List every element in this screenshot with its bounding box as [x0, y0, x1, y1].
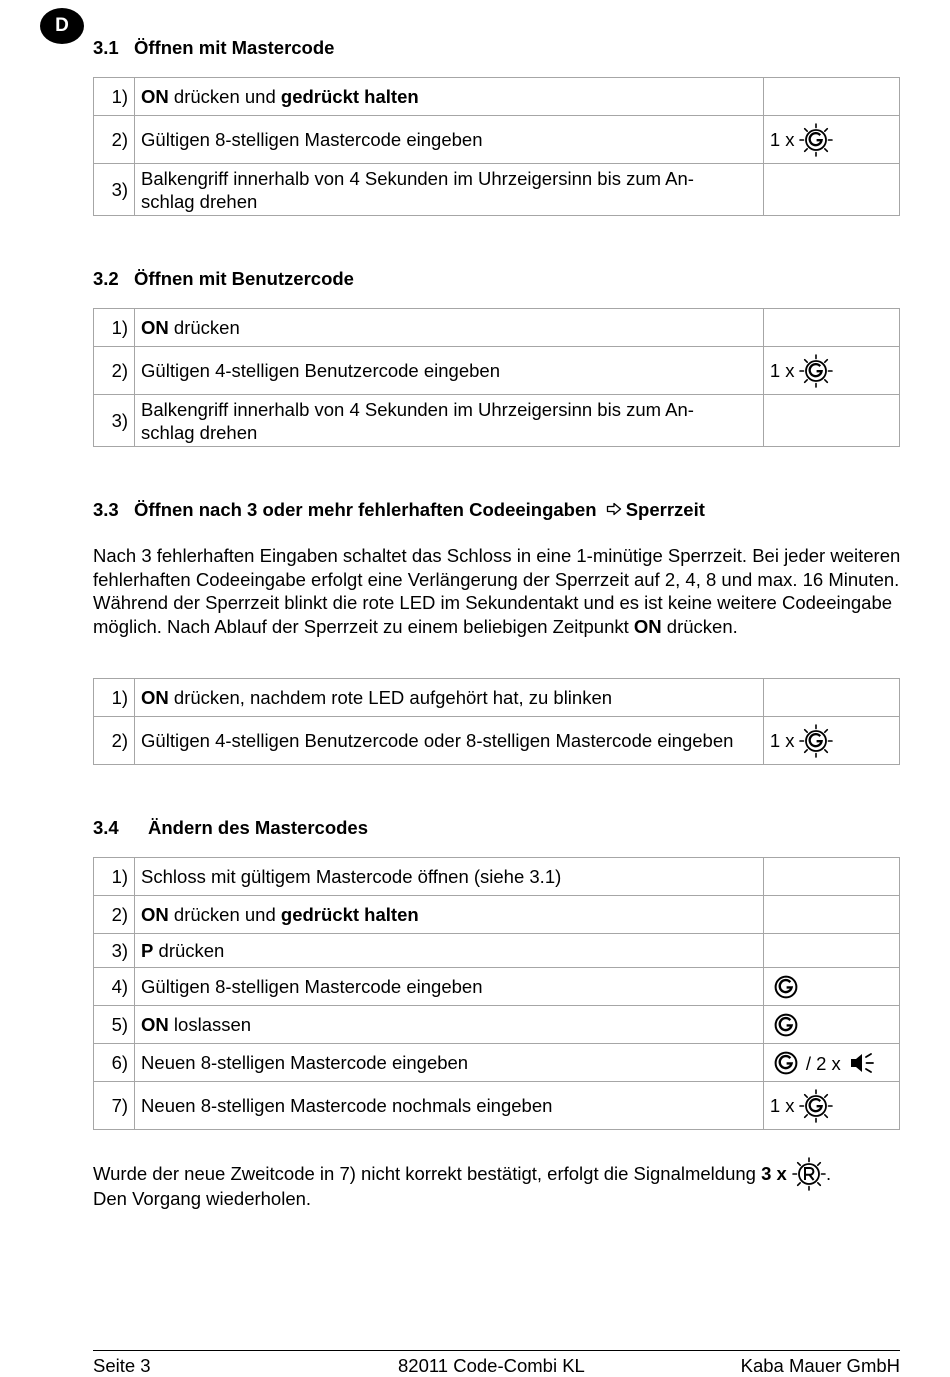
- step-signal: [763, 164, 899, 216]
- step-text: Schloss mit gültigem Mastercode öffnen (siehe 3.1): [135, 858, 764, 896]
- step-signal: [763, 858, 899, 896]
- table-row: [94, 309, 900, 347]
- table-row: [94, 896, 900, 934]
- section-3-2-heading: [93, 268, 354, 290]
- step-number: 2): [94, 116, 135, 164]
- green-led-flash-icon: [799, 724, 833, 758]
- steps-table-3-1: [93, 77, 900, 216]
- footer-document-title: 82011 Code-Combi KL: [398, 1355, 585, 1376]
- steps-table-3-2: [93, 308, 900, 447]
- step-number: 3): [94, 934, 135, 968]
- arrow-right-icon: [606, 502, 622, 516]
- step-signal: 1 x: [763, 116, 899, 164]
- step-number: 6): [94, 1044, 135, 1082]
- table-row: [94, 934, 900, 968]
- table-row: [94, 347, 900, 395]
- step-signal: 1 x: [763, 1082, 899, 1130]
- green-led-flash-icon: [799, 354, 833, 388]
- step-signal: 1 x: [763, 347, 899, 395]
- step-number: 3): [94, 395, 135, 447]
- green-led-icon: [774, 975, 798, 999]
- section-title: Ändern des Mastercodes: [148, 817, 369, 838]
- step-number: 7): [94, 1082, 135, 1130]
- step-text: ON drücken und gedrückt halten: [135, 78, 764, 116]
- step-signal: / 2 x: [763, 1044, 899, 1082]
- error-note: Wurde der neue Zweitcode in 7) nicht korrekt bestätigt, erfolgt die Signalmeldung 3 x . Den Vorgang wiederholen.: [93, 1162, 903, 1211]
- section-title: Öffnen nach 3 oder mehr fehlerhaften Codeeingaben: [134, 499, 597, 520]
- section-number: 3.1: [93, 37, 119, 58]
- table-row: [94, 395, 900, 447]
- section-title-suffix: Sperrzeit: [625, 499, 705, 520]
- table-row: [94, 1006, 900, 1044]
- step-number: 2): [94, 347, 135, 395]
- section-number: 3.2: [93, 268, 119, 289]
- green-led-flash-icon: [799, 123, 833, 157]
- table-row: [94, 968, 900, 1006]
- step-text: ON drücken, nachdem rote LED aufgehört hat, zu blinken: [135, 679, 764, 717]
- footer-divider: [93, 1350, 900, 1351]
- footer-company: Kaba Mauer GmbH: [740, 1355, 900, 1376]
- step-number: 1): [94, 309, 135, 347]
- footer-page-number: Seite 3: [93, 1355, 151, 1376]
- step-signal: [763, 968, 899, 1006]
- step-text: Gültigen 4-stelligen Benutzercode oder 8-stelligen Mastercode eingeben: [135, 717, 764, 765]
- step-signal: [763, 1006, 899, 1044]
- step-text: ON drücken: [135, 309, 764, 347]
- step-signal: [763, 679, 899, 717]
- section-3-4-heading: [93, 817, 368, 839]
- step-signal: [763, 896, 899, 934]
- table-row: [94, 717, 900, 765]
- step-text: ON drücken und gedrückt halten: [135, 896, 764, 934]
- red-led-flash-icon: [792, 1157, 826, 1191]
- green-led-icon: [774, 1051, 798, 1075]
- step-text: Neuen 8-stelligen Mastercode eingeben: [135, 1044, 764, 1082]
- step-number: 2): [94, 717, 135, 765]
- table-row: [94, 116, 900, 164]
- section-number: 3.4: [93, 817, 119, 838]
- table-row: [94, 1082, 900, 1130]
- step-signal: 1 x: [763, 717, 899, 765]
- step-signal: [763, 395, 899, 447]
- step-signal: [763, 934, 899, 968]
- table-row: [94, 78, 900, 116]
- language-badge: D: [40, 8, 84, 44]
- section-number: 3.3: [93, 499, 119, 520]
- table-row: [94, 679, 900, 717]
- step-number: 1): [94, 679, 135, 717]
- step-text: Gültigen 8-stelligen Mastercode eingeben: [135, 116, 764, 164]
- steps-table-3-4: [93, 857, 900, 1130]
- table-row: [94, 164, 900, 216]
- step-signal: [763, 309, 899, 347]
- lockout-description: Nach 3 fehlerhaften Eingaben schaltet das Schloss in eine 1-minütige Sperrzeit. Bei jeder weiteren fehlerhaften Codeeingabe erfolgt eine Verlängerung der Sperrzeit auf 2, 4, 8 und max. 16 Minuten. Während der Sperrzeit blinkt die rote LED im Sekundentakt und es ist keine weitere Codeeingabe möglich. Nach Ablauf der Sperrzeit zu einem beliebigen Zeitpunkt ON drücken.: [93, 545, 901, 637]
- step-number: 4): [94, 968, 135, 1006]
- step-text: Balkengriff innerhalb von 4 Sekunden im Uhrzeigersinn bis zum An- schlag drehen: [135, 164, 764, 216]
- speaker-icon: [849, 1051, 875, 1075]
- table-row: [94, 1044, 900, 1082]
- step-text: P drücken: [135, 934, 764, 968]
- step-text: ON loslassen: [135, 1006, 764, 1044]
- section-3-3-heading: [93, 499, 705, 521]
- steps-table-3-3: [93, 678, 900, 765]
- step-text: Neuen 8-stelligen Mastercode nochmals eingeben: [135, 1082, 764, 1130]
- step-text: Balkengriff innerhalb von 4 Sekunden im Uhrzeigersinn bis zum An- schlag drehen: [135, 395, 764, 447]
- step-number: 1): [94, 858, 135, 896]
- step-number: 2): [94, 896, 135, 934]
- step-signal: [763, 78, 899, 116]
- table-row: [94, 858, 900, 896]
- step-number: 5): [94, 1006, 135, 1044]
- green-led-flash-icon: [799, 1089, 833, 1123]
- step-text: Gültigen 4-stelligen Benutzercode eingeben: [135, 347, 764, 395]
- step-number: 1): [94, 78, 135, 116]
- section-3-1-heading: [93, 37, 334, 59]
- section-title: Öffnen mit Mastercode: [134, 37, 335, 58]
- green-led-icon: [774, 1013, 798, 1037]
- step-text: Gültigen 8-stelligen Mastercode eingeben: [135, 968, 764, 1006]
- step-number: 3): [94, 164, 135, 216]
- section-title: Öffnen mit Benutzercode: [134, 268, 354, 289]
